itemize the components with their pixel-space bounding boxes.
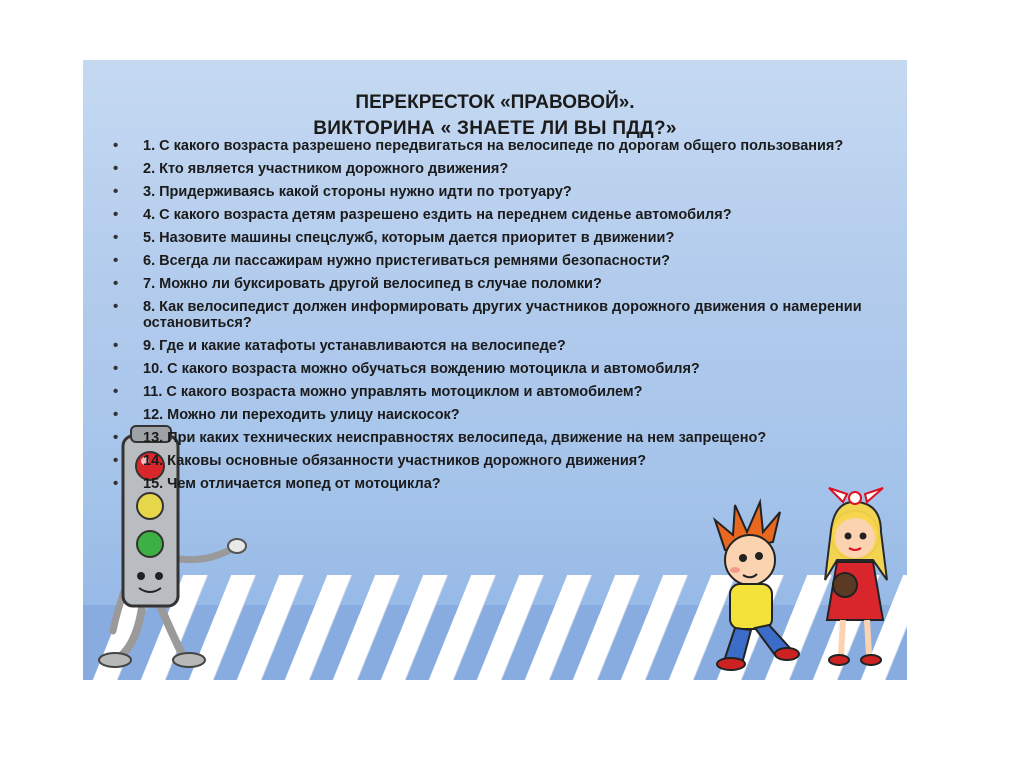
title-line-2: ВИКТОРИНА « ЗНАЕТЕ ЛИ ВЫ ПДД?»	[313, 118, 677, 139]
list-item: • 6. Всегда ли пассажирам нужно пристегиваться ремнями безопасности?	[111, 253, 871, 269]
title-line-1: ПЕРЕКРЕСТОК «ПРАВОВОЙ».	[355, 92, 635, 113]
list-item: • 10. С какого возраста можно обучаться вождению мотоцикла и автомобиля?	[111, 361, 871, 377]
list-item: • 7. Можно ли буксировать другой велосипед в случае поломки?	[111, 276, 871, 292]
list-item: • 1. С какого возраста разрешено передвигаться на велосипеде по дорогам общего пользования?	[111, 138, 871, 154]
slide	[83, 60, 907, 680]
list-item: • 12. Можно ли переходить улицу наискосок?	[111, 407, 871, 423]
list-item: • 11. С какого возраста можно управлять мотоциклом и автомобилем?	[111, 384, 871, 400]
list-item: • 4. С какого возраста детям разрешено ездить на переднем сиденье автомобиля?	[111, 207, 871, 223]
list-item: • 8. Как велосипедист должен информировать других участников дорожного движения о намерении остановиться?	[111, 299, 871, 331]
question-list	[111, 138, 871, 499]
list-item: • 15. Чем отличается мопед от мотоцикла?	[111, 476, 871, 492]
list-item: • 5. Назовите машины спецслужб, которым дается приоритет в движении?	[111, 230, 871, 246]
list-item: • 3. Придерживаясь какой стороны нужно идти по тротуару?	[111, 184, 871, 200]
children-crossing-icon	[705, 480, 905, 680]
page-title	[83, 90, 907, 142]
list-item: • 13. При каких технических неисправностях велосипеда, движение на нем запрещено?	[111, 430, 871, 446]
list-item: • 9. Где и какие катафоты устанавливаются на велосипеде?	[111, 338, 871, 354]
list-item: • 14. Каковы основные обязанности участников дорожного движения?	[111, 453, 871, 469]
list-item: • 2. Кто является участником дорожного движения?	[111, 161, 871, 177]
